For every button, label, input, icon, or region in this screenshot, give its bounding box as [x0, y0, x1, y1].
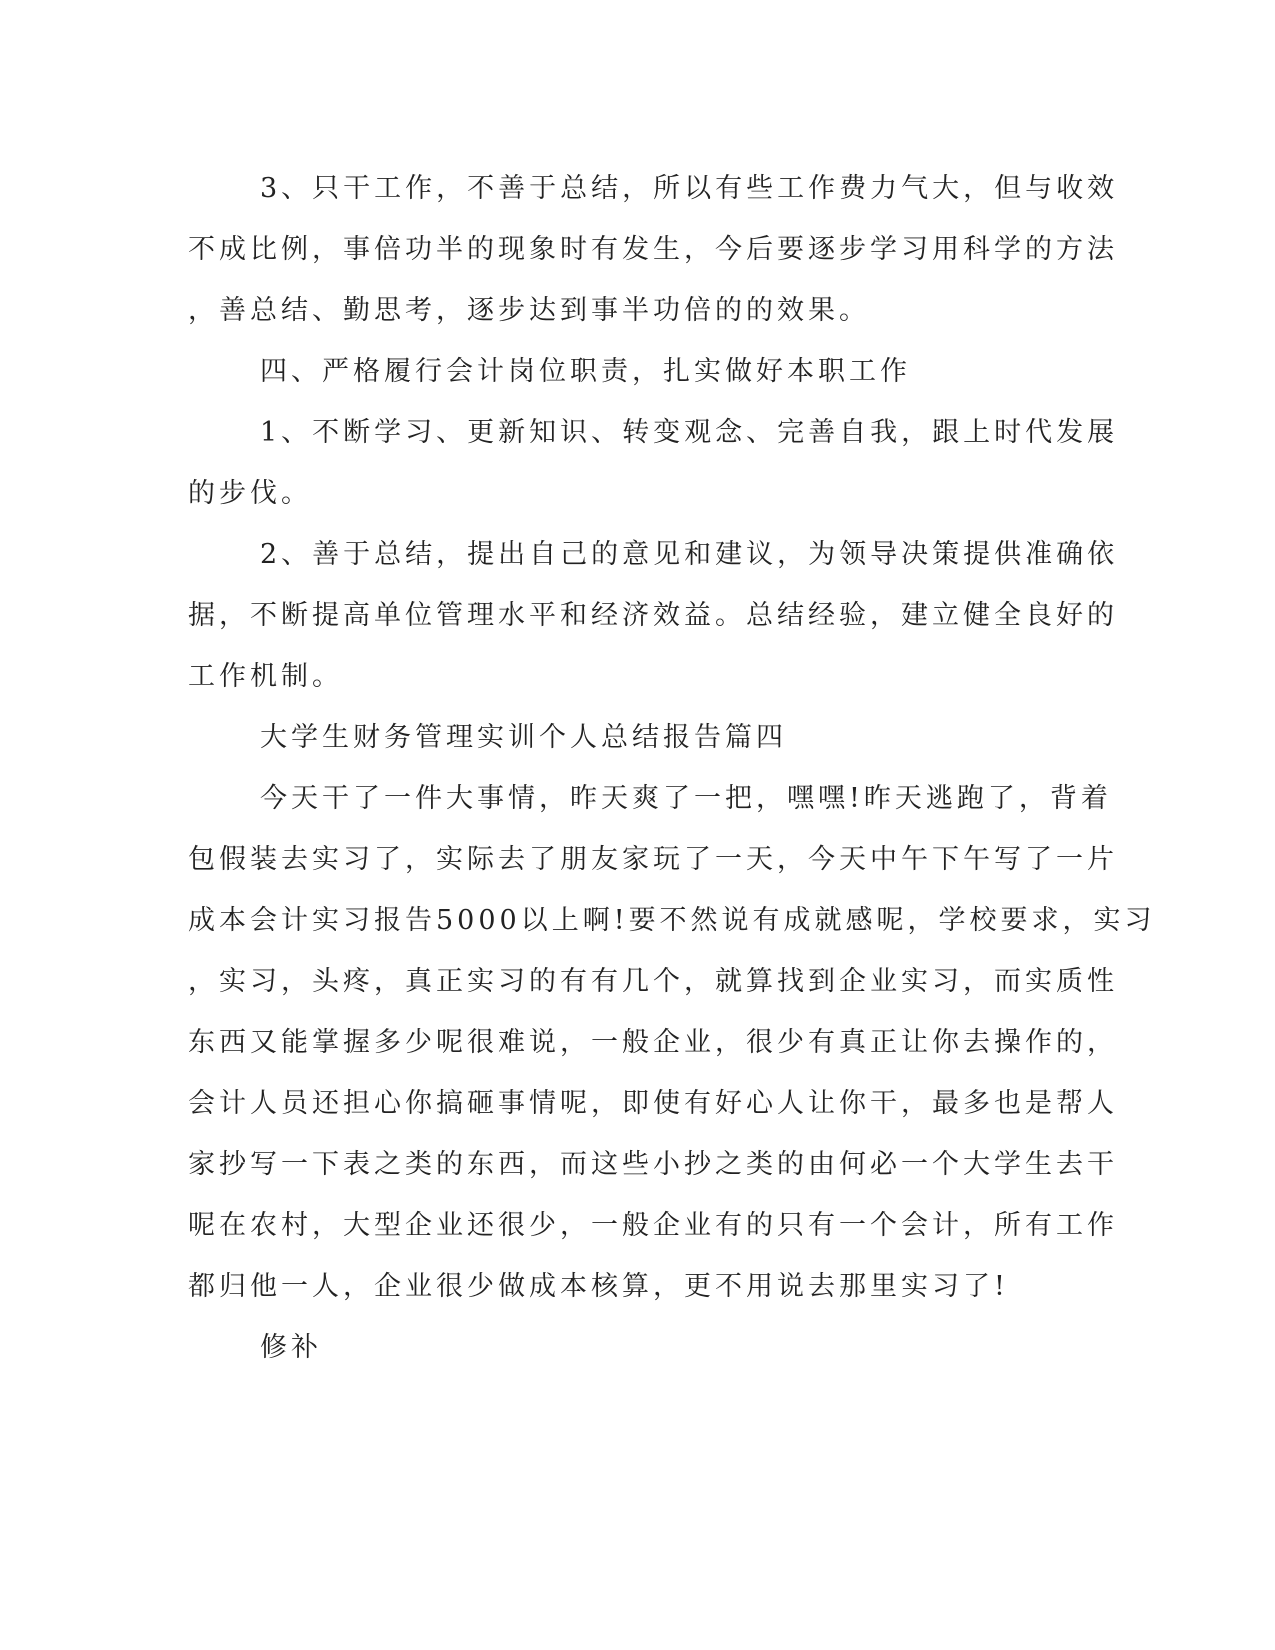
- paragraph-item-2: [188, 524, 1119, 707]
- text-line: 的步伐。: [188, 478, 312, 509]
- text-line: 四、严格履行会计岗位职责，扎实做好本职工作: [260, 356, 911, 387]
- text-line: 3、只干工作，不善于总结，所以有些工作费力气大，但与收效: [260, 173, 1119, 204]
- text-line: 东西又能掌握多少呢很难说，一般企业，很少有真正让你去操作的，: [188, 1027, 1118, 1058]
- paragraph-item-1: [188, 402, 1119, 524]
- paragraph-trailing: [188, 1317, 1068, 1378]
- section-heading-four: [188, 341, 1068, 402]
- text-line: 据，不断提高单位管理水平和经济效益。总结经验，建立健全良好的: [188, 600, 1118, 631]
- text-line: 2、善于总结，提出自己的意见和建议，为领导决策提供准确依: [260, 539, 1119, 570]
- text-line: 大学生财务管理实训个人总结报告篇四: [260, 722, 787, 753]
- text-line: 不成比例，事倍功半的现象时有发生，今后要逐步学习用科学的方法: [188, 234, 1118, 265]
- text-line: 都归他一人，企业很少做成本核算，更不用说去那里实习了!: [188, 1271, 1009, 1302]
- text-line: 成本会计实习报告5000以上啊!要不然说有成就感呢，学校要求，实习: [188, 905, 1156, 936]
- text-line: 包假装去实习了，实际去了朋友家玩了一天，今天中午下午写了一片: [188, 844, 1118, 875]
- text-line: 今天干了一件大事情，昨天爽了一把，嘿嘿!昨天逃跑了，背着: [260, 783, 1112, 814]
- text-line: 工作机制。: [188, 661, 343, 692]
- text-line: 家抄写一下表之类的东西，而这些小抄之类的由何必一个大学生去干: [188, 1149, 1118, 1180]
- paragraph-body: [188, 768, 1156, 1317]
- article-title: [188, 707, 1068, 768]
- text-line: 1、不断学习、更新知识、转变观念、完善自我，跟上时代发展: [260, 417, 1119, 448]
- text-line: 呢在农村，大型企业还很少，一般企业有的只有一个会计，所有工作: [188, 1210, 1118, 1241]
- document-body: [188, 158, 1156, 1378]
- text-line: ，实习，头疼，真正实习的有有几个，就算找到企业实习，而实质性: [188, 966, 1118, 997]
- text-line: 会计人员还担心你搞砸事情呢，即使有好心人让你干，最多也是帮人: [188, 1088, 1118, 1119]
- paragraph-item-3: [188, 158, 1119, 341]
- text-line: 修补: [260, 1332, 322, 1363]
- text-line: ，善总结、勤思考，逐步达到事半功倍的的效果。: [188, 295, 870, 326]
